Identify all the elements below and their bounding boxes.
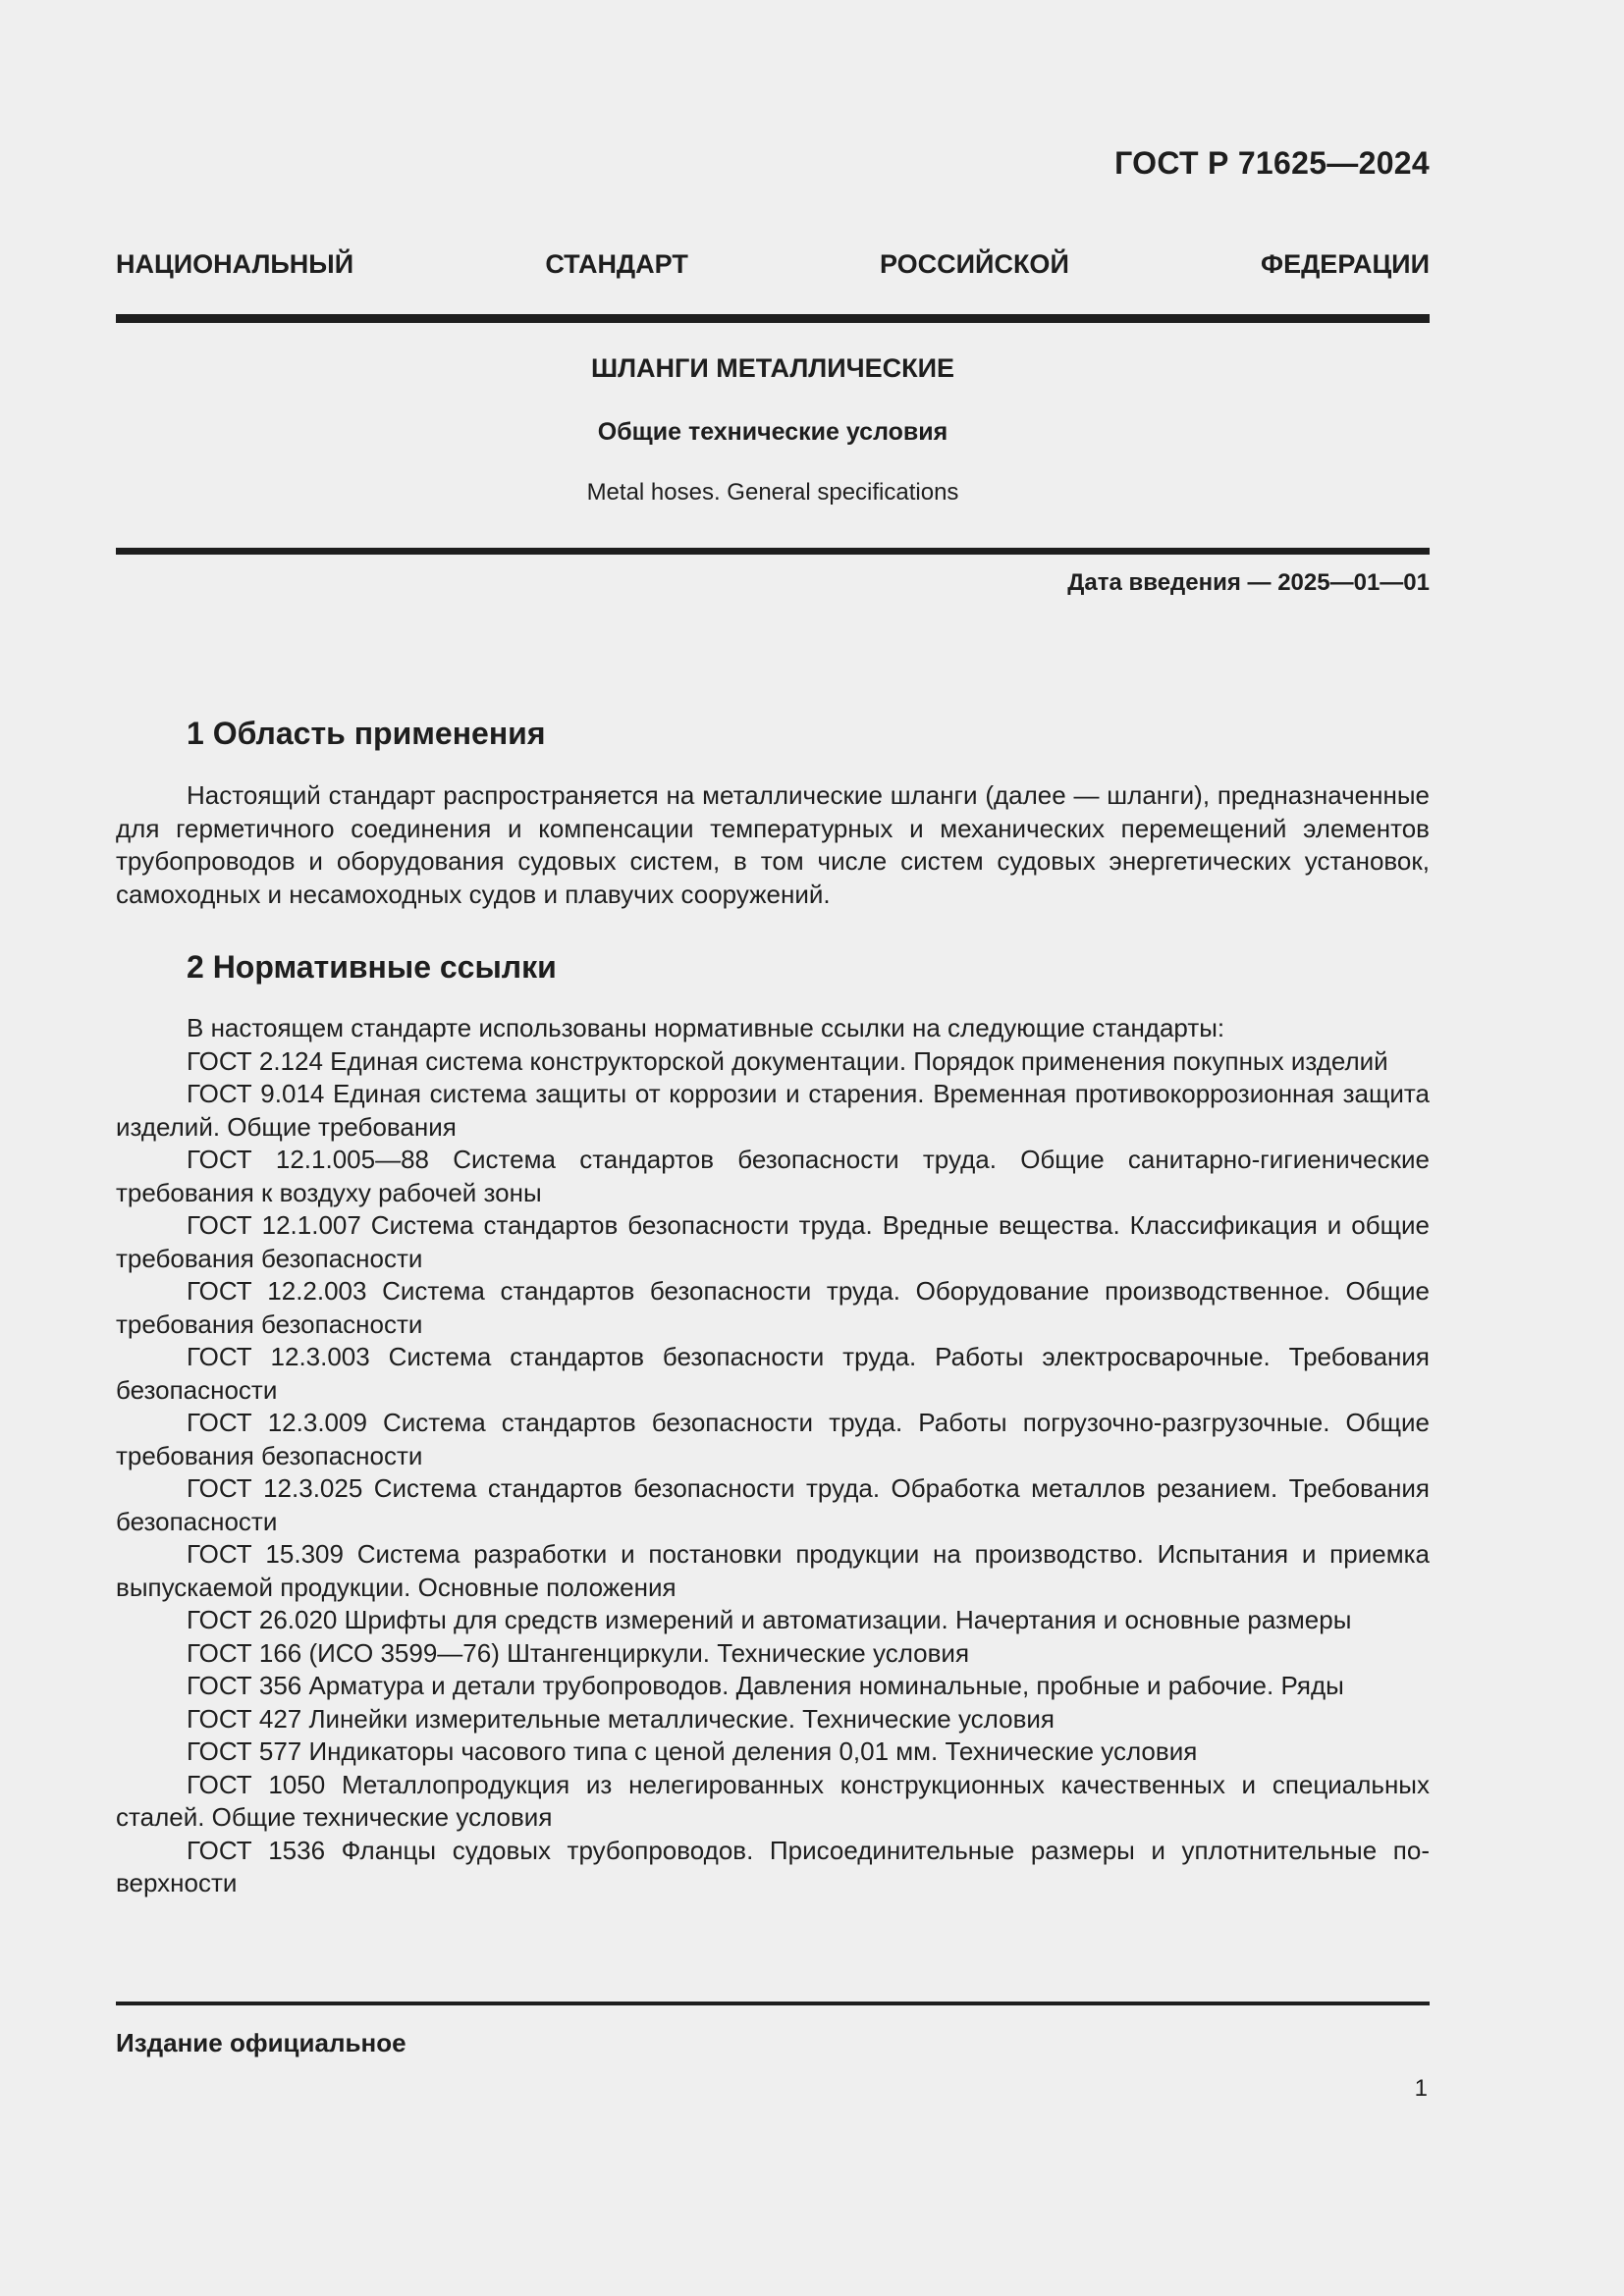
page-number: 1 bbox=[1414, 2075, 1428, 2102]
reference-item: ГОСТ 166 (ИСО 3599—76) Штангенциркули. Технические условия bbox=[187, 1637, 970, 1668]
reference-item: ГОСТ 26.020 Шрифты для средств измерений и автоматизации. Начертания и основные размеры bbox=[187, 1605, 1352, 1634]
official-edition-label: Издание официальное bbox=[116, 2028, 406, 2057]
national-standard-banner: НАЦИОНАЛЬНЫЙ СТАНДАРТ РОССИЙСКОЙ ФЕДЕРАЦИИ bbox=[116, 249, 1430, 279]
reference-item: ГОСТ 2.124 Единая система конструкторской документации. Порядок применения покупных изделий bbox=[187, 1045, 1388, 1076]
document-subtitle: Общие технические условия bbox=[597, 418, 948, 446]
reference-item: ГОСТ 12.1.007 Система стандартов безопасности труда. Вредные вещества. Классификация и общие требования безопасности bbox=[116, 1210, 1430, 1273]
section-1-heading: 1 Область применения bbox=[187, 716, 546, 751]
title-divider bbox=[116, 548, 1430, 555]
reference-item: ГОСТ 12.3.009 Система стандартов безопасности труда. Работы погрузочно-разгрузочные. Общие требования безопасности bbox=[116, 1408, 1430, 1470]
effective-date: Дата введения — 2025—01—01 bbox=[1067, 569, 1430, 596]
section-2-heading: 2 Нормативные ссылки bbox=[187, 949, 557, 985]
reference-item: ГОСТ 9.014 Единая система защиты от коррозии и старения. Временная противокоррозионная защита изделий. Общие требования bbox=[116, 1079, 1430, 1142]
reference-item: ГОСТ 15.309 Система разработки и постановки продукции на производство. Испытания и приемка выпускаемой продукции. Основные положения bbox=[116, 1539, 1430, 1602]
english-title: Metal hoses. General specifications bbox=[586, 479, 959, 506]
top-divider bbox=[116, 314, 1430, 323]
section-2-intro: В настоящем стандарте использованы нормативные ссылки на следующие стандарты: bbox=[187, 1013, 1225, 1042]
section-1-body bbox=[116, 779, 1430, 911]
document-title: ШЛАНГИ МЕТАЛЛИЧЕСКИЕ bbox=[590, 353, 955, 383]
reference-item: ГОСТ 356 Арматура и детали трубопроводов. Давления номинальные, пробные и рабочие. Ряды bbox=[187, 1671, 1344, 1700]
reference-item: ГОСТ 1050 Металлопродукция из нелегированных конструкционных качественных и специальных сталей. Общие технические условия bbox=[116, 1769, 1430, 1832]
reference-item: ГОСТ 12.3.025 Система стандартов безопасности труда. Обработка металлов резанием. Требования безопасности bbox=[116, 1473, 1430, 1536]
section-1-paragraph: Настоящий стандарт распространяется на металлические шланги (далее — шланги), предназначенные для герметичного соединения и компенсации температурных и механических перемещений элементов трубопроводов и оборудования судовых систем, в том числе систем судовых энергетических установок, самоходных и несамоходных судов и плавучих сооружений. bbox=[116, 780, 1430, 909]
reference-item: ГОСТ 427 Линейки измерительные металлические. Технические условия bbox=[187, 1703, 1055, 1734]
reference-item: ГОСТ 12.3.003 Система стандартов безопасности труда. Работы электросварочные. Требования безопасности bbox=[116, 1342, 1430, 1405]
reference-item: ГОСТ 12.1.005—88 Система стандартов безопасности труда. Общие санитарно-гигиенические требования к воздуху рабочей зоны bbox=[116, 1145, 1430, 1207]
standard-code: ГОСТ Р 71625—2024 bbox=[1114, 145, 1430, 181]
reference-item: ГОСТ 12.2.003 Система стандартов безопасности труда. Оборудование производственное. Общие требования безопасности bbox=[116, 1276, 1430, 1339]
footer-divider bbox=[116, 2002, 1430, 2005]
reference-item: ГОСТ 1536 Фланцы судовых трубопроводов. Присоединительные размеры и уплотнительные поверхности bbox=[116, 1835, 1430, 1897]
reference-item: ГОСТ 577 Индикаторы часового типа с ценой деления 0,01 мм. Технические условия bbox=[187, 1736, 1198, 1766]
section-2-body bbox=[116, 1012, 1430, 1900]
references-list bbox=[116, 1045, 1430, 1900]
